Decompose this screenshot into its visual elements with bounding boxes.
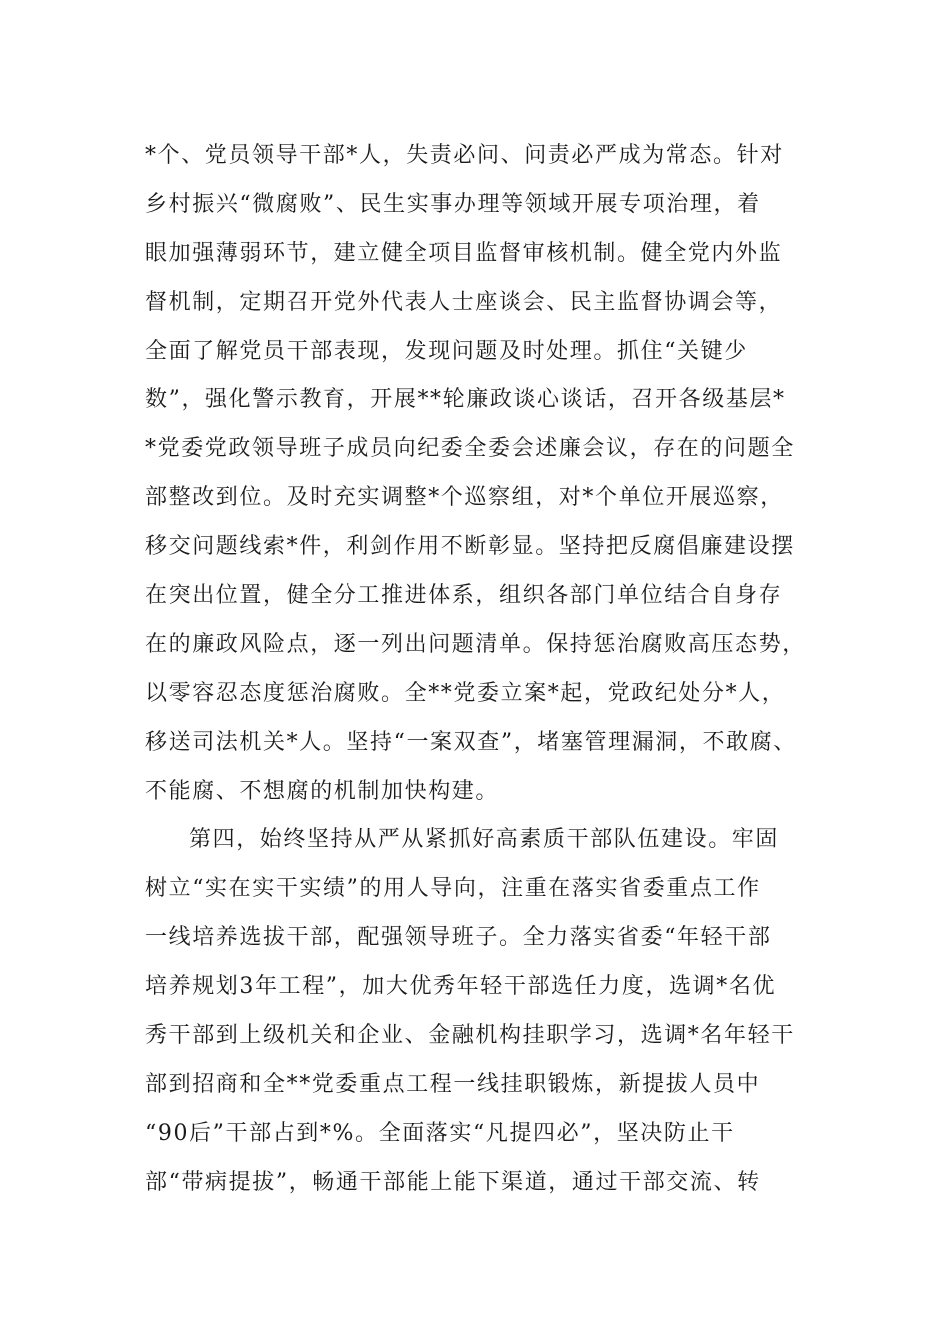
text-line: 部“带病提拔”，畅通干部能上能下渠道，通过干部交流、转 — [145, 1169, 761, 1195]
text-line: 树立“实在实干实绩”的用人导向，注重在落实省委重点工作 — [145, 876, 761, 902]
text-line: 在的廉政风险点，逐一列出问题清单。保持惩治腐败高压态势， — [145, 631, 806, 657]
text-line: 培养规划3年工程”，加大优秀年轻干部选任力度，选调*名优 — [145, 974, 777, 1000]
text-line: 眼加强薄弱环节，建立健全项目监督审核机制。健全党内外监 — [145, 240, 783, 266]
text-line: 在突出位置，健全分工推进体系，组织各部门单位结合自身存 — [145, 583, 783, 609]
body-text — [145, 132, 925, 1208]
text-line: *个、党员领导干部*人，失责必问、问责必严成为常态。针对 — [145, 143, 784, 168]
text-line: “90后”干部占到*%。全面落实“凡提四必”，坚决防止干 — [145, 1120, 735, 1146]
text-line: 以零容忍态度惩治腐败。全**党委立案*起，党政纪处分*人， — [145, 680, 786, 706]
text-line: 移交问题线索*件，利剑作用不断彰显。坚持把反腐倡廉建设摆 — [145, 534, 795, 560]
text-line: 全面了解党员干部表现，发现问题及时处理。抓住“关键少 — [145, 338, 748, 364]
text-line: 部整改到位。及时充实调整*个巡察组，对*个单位开展巡察， — [145, 485, 784, 511]
text-line: 移送司法机关*人。坚持“一案双查”，堵塞管理漏洞，不敢腐、 — [145, 729, 797, 755]
text-line: *党委党政领导班子成员向纪委全委会述廉会议，存在的问题全 — [145, 436, 795, 462]
text-line: 不能腐、不想腐的机制加快构建。 — [145, 778, 500, 804]
text-line: 数”，强化警示教育，开展**轮廉政谈心谈话，召开各级基层* — [145, 387, 786, 413]
text-line: 督机制，定期召开党外代表人士座谈会、民主监督协调会等， — [145, 289, 783, 315]
text-line: 秀干部到上级机关和企业、金融机构挂职学习，选调*名年轻干 — [145, 1023, 795, 1049]
text-line: 一线培养选拔干部，配强领导班子。全力落实省委“年轻干部 — [145, 925, 772, 951]
paragraph-start-line: 第四，始终坚持从严从紧抓好高素质干部队伍建设。牢固 — [189, 827, 780, 853]
text-line: 部到招商和全**党委重点工程一线挂职锻炼，新提拔人员中 — [145, 1071, 761, 1097]
text-line: 乡村振兴“微腐败”、民生实事办理等领域开展专项治理，着 — [145, 191, 761, 217]
